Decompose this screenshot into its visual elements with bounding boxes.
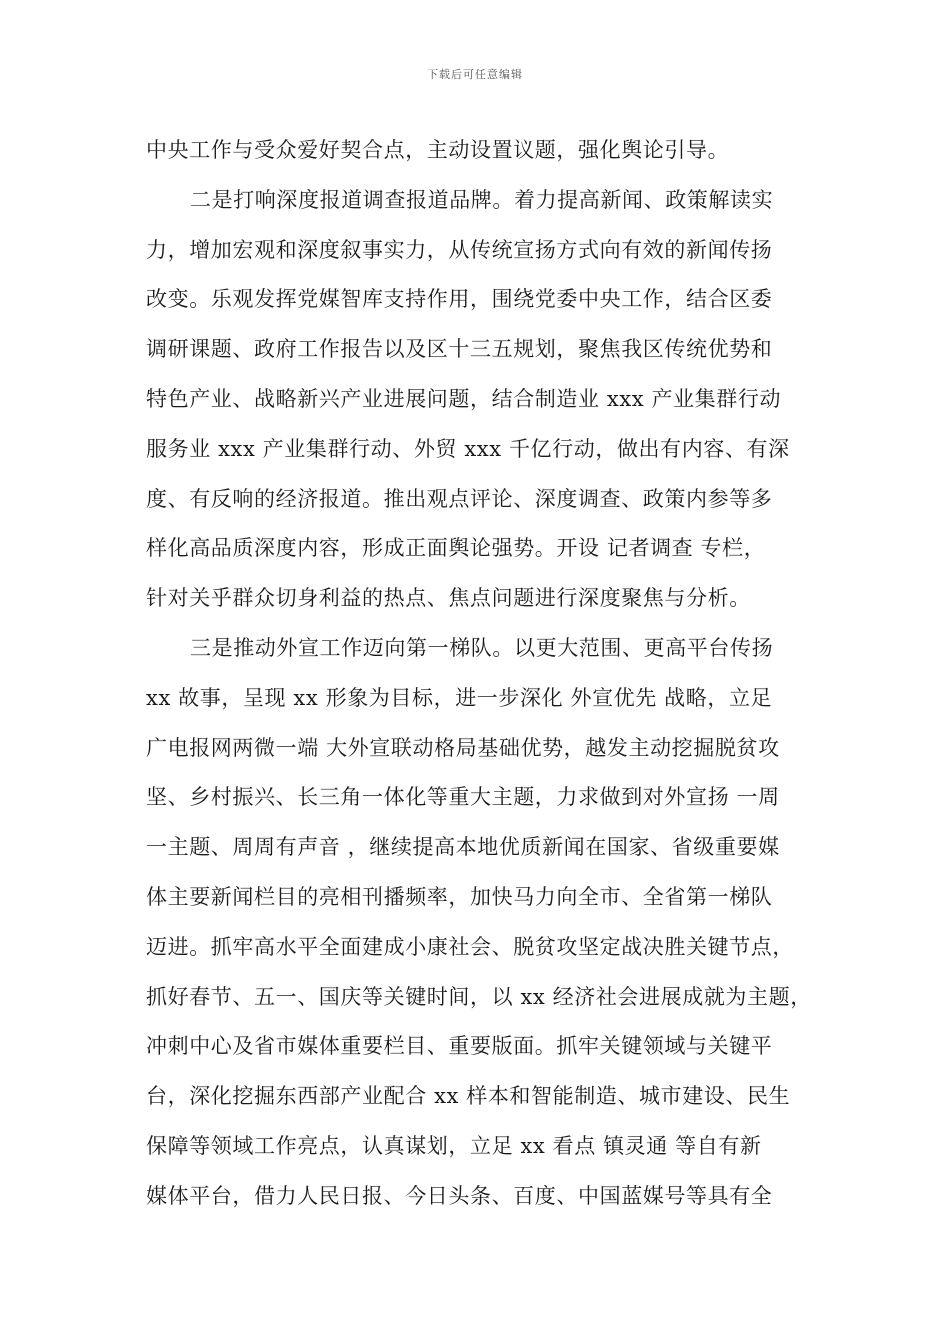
text-line: 冲刺中心及省市媒体重要栏目、重要版面。抓牢关键领域与关键平 (146, 1034, 773, 1059)
text-line: xx 故事，呈现 xx 形象为目标，进一步深化 外宣优先 战略，立足 (146, 685, 773, 710)
text-line: 服务业 xxx 产业集群行动、外贸 xxx 千亿行动，做出有内容、有深 (146, 436, 790, 461)
text-line: 台，深化挖掘东西部产业配合 xx 样本和智能制造、城市建设、民生 (146, 1084, 791, 1109)
text-line: 中央工作与受众爱好契合点，主动设置议题，强化舆论引导。 (146, 138, 730, 162)
text-line: 迈进。抓牢高水平全面建成小康社会、脱贫攻坚定战决胜关键节点， (146, 934, 794, 959)
text-line: 调研课题、政府工作报告以及区十三五规划，聚焦我区传统优势和 (146, 337, 773, 362)
text-line: 媒体平台，借力人民日报、今日头条、百度、中国蓝媒号等具有全 (146, 1183, 773, 1208)
text-line: 力，增加宏观和深度叙事实力，从传统宣扬方式向有效的新闻传扬 (146, 237, 773, 262)
text-line: 三是推动外宣工作迈向第一梯队。以更大范围、更高平台传扬 (190, 635, 774, 660)
text-line: 抓好春节、五一、国庆等关键时间，以 xx 经济社会进展成就为主题， (146, 984, 812, 1009)
paragraph-3 (146, 624, 826, 1222)
paragraph-2 (146, 176, 826, 624)
text-line: 样化高品质深度内容，形成正面舆论强势。开设 记者调查 专栏， (146, 536, 766, 561)
text-line: 广电报网两微一端 大外宣联动格局基础优势，越发主动挖掘脱贫攻 (146, 735, 780, 760)
paragraph-1 (146, 126, 826, 176)
text-line: 一主题、周周有声音 ，继续提高本地优质新闻在国家、省级重要媒 (146, 835, 780, 860)
text-line: 度、有反响的经济报道。推出观点评论、深度调查、政策内参等多 (146, 486, 773, 511)
text-line: 体主要新闻栏目的亮相刊播频率，加快马力向全市、全省第一梯队 (146, 884, 773, 909)
header-note: 下载后可任意编辑 (427, 68, 523, 81)
text-line: 保障等领域工作亮点，认真谋划，立足 xx 看点 镇灵通 等自有新 (146, 1133, 762, 1158)
document-body (146, 126, 826, 1222)
text-line: 针对关乎群众切身利益的热点、焦点问题进行深度聚焦与分析。 (146, 586, 751, 611)
text-line: 改变。乐观发挥党媒智库支持作用，围绕党委中央工作，结合区委 (146, 287, 773, 312)
text-line: 坚、乡村振兴、长三角一体化等重大主题，力求做到对外宣扬 一周 (146, 785, 780, 810)
text-line: 二是打响深度报道调查报道品牌。着力提高新闻、政策解读实 (190, 187, 774, 212)
text-line: 特色产业、战略新兴产业进展问题，结合制造业 xxx 产业集群行动 (146, 386, 782, 411)
